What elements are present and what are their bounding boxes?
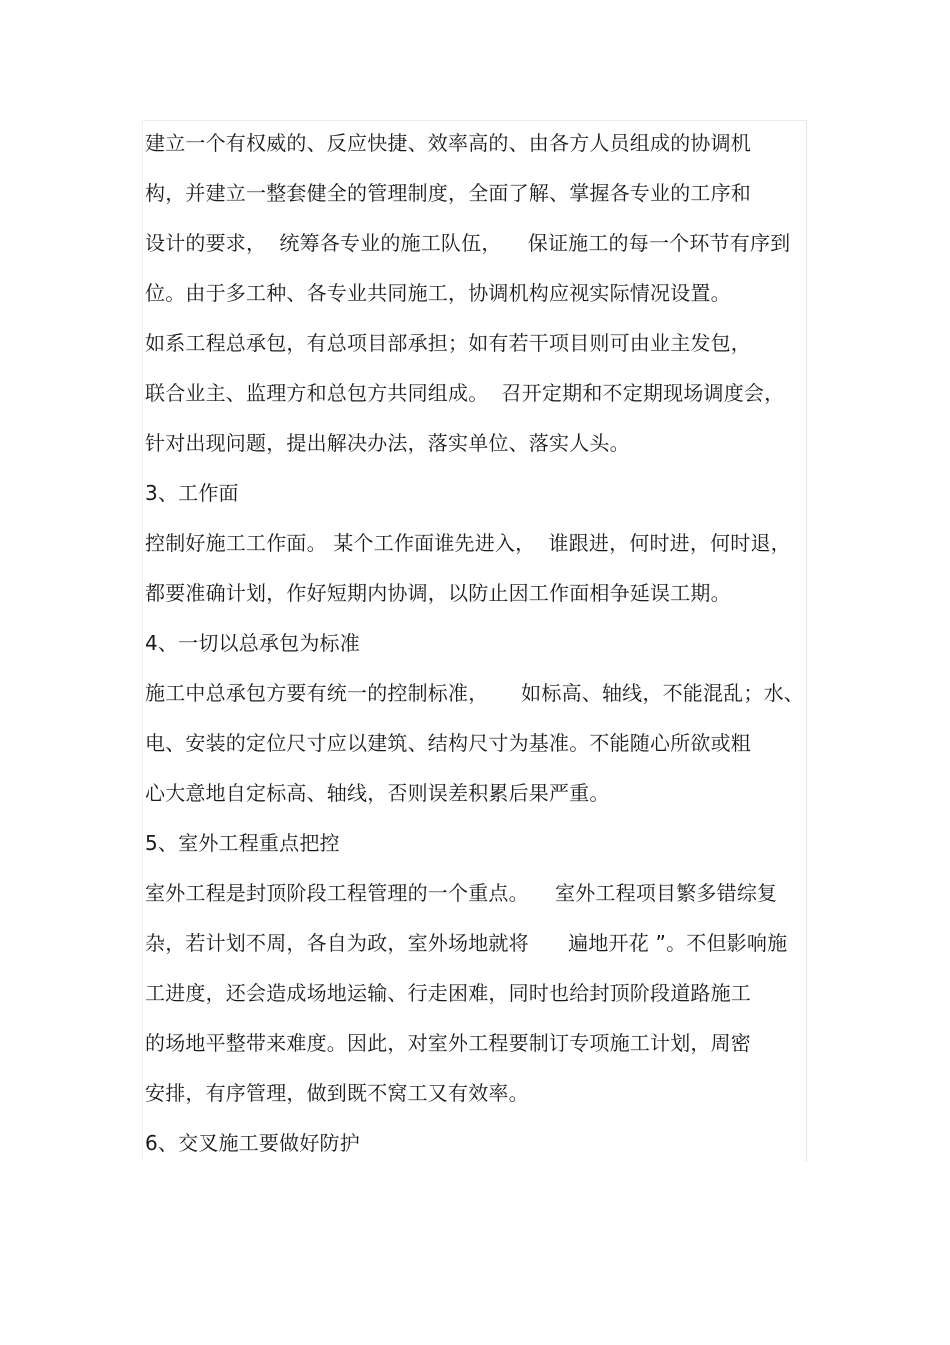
section-heading: 4、一切以总承包为标准	[145, 631, 360, 655]
text-line: 施工中总承包方要有统一的控制标准， 如标高、轴线，不能混乱；水、	[145, 681, 804, 705]
section-heading: 6、交叉施工要做好防护	[145, 1131, 360, 1155]
text-line: 工进度，还会造成场地运输、行走困难，同时也给封顶阶段道路施工	[145, 981, 751, 1005]
text-line: 建立一个有权威的、反应快捷、效率高的、由各方人员组成的协调机	[145, 131, 751, 155]
text-line: 联合业主、监理方和总包方共同组成。 召开定期和不定期现场调度会，	[145, 381, 785, 405]
text-line: 针对出现问题，提出解决办法，落实单位、落实人头。	[145, 431, 630, 455]
text-line: 电、安装的定位尺寸应以建筑、结构尺寸为基准。不能随心所欲或粗	[145, 731, 751, 755]
text-line: 设计的要求， 统筹各专业的施工队伍， 保证施工的每一个环节有序到	[145, 231, 791, 255]
section-heading: 3、工作面	[145, 481, 239, 505]
section-heading: 5、室外工程重点把控	[145, 831, 340, 855]
document-body	[145, 118, 805, 1168]
text-line: 位。由于多工种、各专业共同施工，协调机构应视实际情况设置。	[145, 281, 731, 305]
text-line: 心大意地自定标高、轴线，否则误差积累后果严重。	[145, 781, 610, 805]
text-line: 构，并建立一整套健全的管理制度，全面了解、掌握各专业的工序和	[145, 181, 751, 205]
text-line: 安排，有序管理，做到既不窝工又有效率。	[145, 1081, 529, 1105]
text-line: 控制好施工工作面。 某个工作面谁先进入， 谁跟进，何时进，何时退，	[145, 531, 791, 555]
text-line: 都要准确计划，作好短期内协调，以防止因工作面相争延误工期。	[145, 581, 731, 605]
text-line: 如系工程总承包，有总项目部承担；如有若干项目则可由业主发包，	[145, 331, 751, 355]
text-line: 杂，若计划不周，各自为政，室外场地就将 遍地开花 ”。不但影响施	[145, 931, 788, 955]
text-line: 室外工程是封顶阶段工程管理的一个重点。 室外工程项目繁多错综复	[145, 881, 778, 905]
text-line: 的场地平整带来难度。因此，对室外工程要制订专项施工计划，周密	[145, 1031, 751, 1055]
